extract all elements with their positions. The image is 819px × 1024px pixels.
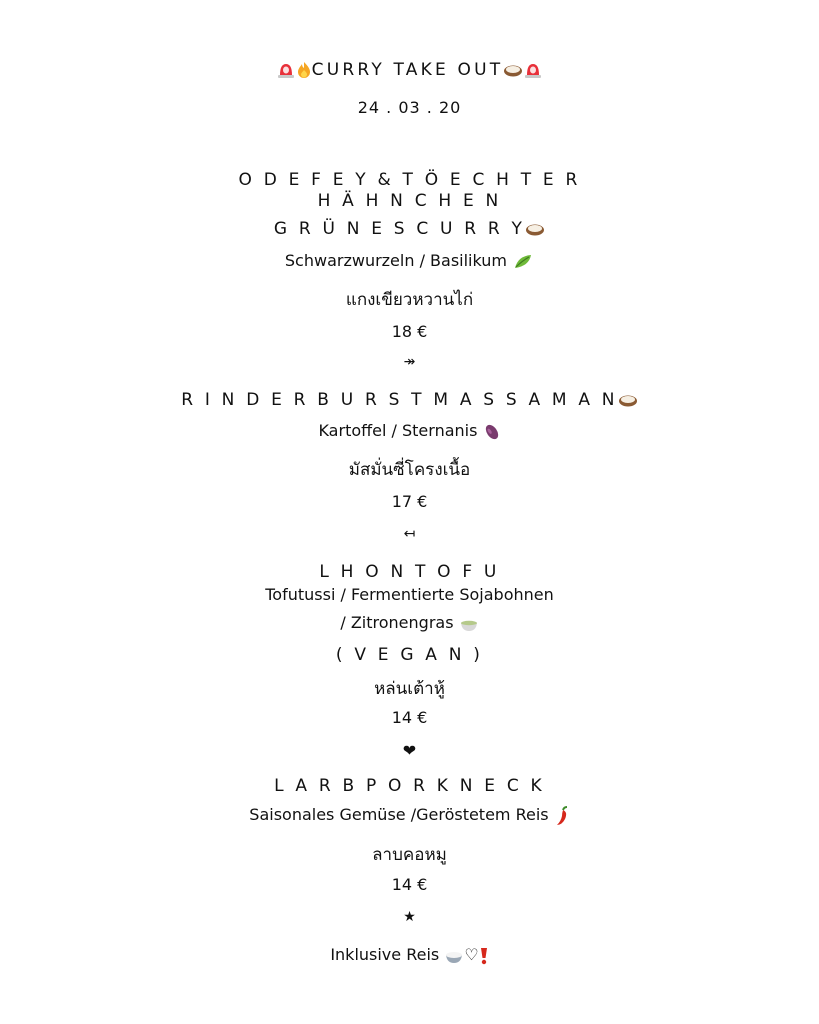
dish-2-thai-name: มัสมั่นซี่โครงเนื้อ [348,460,471,480]
separator-arrow-icon: ↤ [403,526,416,542]
chili-pepper-icon [554,806,570,826]
menu-date: 24 . 03 . 20 [357,98,462,117]
dish-4-description-text: Saisonales Gemüse /Geröstetem Reis [249,805,549,824]
dish-2-price: 17 € [391,492,428,511]
menu-title [0,60,819,80]
dish-3-description-line1: Tofutussi / Fermentierte Sojabohnen [265,585,554,604]
fire-icon [296,61,312,79]
dish-3-description [0,613,819,632]
herb-icon [512,253,534,271]
dish-1-price: 18 € [391,322,428,341]
rotating-light-icon [276,61,296,79]
coconut-icon [525,221,545,237]
dish-1-description-text: Schwarzwurzeln / Basilikum [284,251,507,270]
dish-1-name-line2: H Ä H N C H E N [317,191,502,211]
dish-2-name-text: R I N D E R B U R S T M A S S A M A N [181,390,618,410]
rice-bowl-icon [444,948,464,964]
exclamation-icon [479,947,489,965]
dish-3-thai-name: หล่นเต้าหู้ [374,679,445,699]
dish-3-vegan-note: ( V E G A N ) [335,645,484,665]
dish-1-name-line3: G R Ü N E S C U R R Y [273,219,526,239]
dish-1-name [0,219,819,239]
coconut-icon [503,62,523,78]
dish-4-name: L A R B P O R K N E C K [274,776,545,796]
heart-outline-icon: ♡ [464,945,479,964]
separator-arrow-icon: ↠ [403,354,416,370]
dish-2-description [0,421,819,441]
coconut-icon [618,392,638,408]
dish-4-thai-name: ลาบคอหมู [372,845,447,865]
dish-3-price: 14 € [391,708,428,727]
separator-star-icon: ★ [403,909,416,925]
separator-heart-icon: ❤ [402,741,417,760]
dish-3-name: L H O N T O F U [319,562,500,582]
dish-1-description [0,251,819,271]
footer-text: Inklusive Reis [330,945,440,964]
dish-4-description [0,805,819,826]
dish-2-name [0,390,819,410]
footer-note [0,945,819,965]
dish-2-description-text: Kartoffel / Sternanis [318,421,478,440]
dish-4-price: 14 € [391,875,428,894]
dish-1-thai-name: แกงเขียวหวานไก่ [345,290,474,310]
sweet-potato-icon [483,423,501,441]
bowl-icon [459,616,479,632]
rotating-light-icon [523,61,543,79]
dish-1-name-line1: O D E F E Y & T Ö E C H T E R [238,170,581,190]
title-text: CURRY TAKE OUT [311,60,504,80]
dish-3-description-line2: / Zitronengras [340,613,454,632]
